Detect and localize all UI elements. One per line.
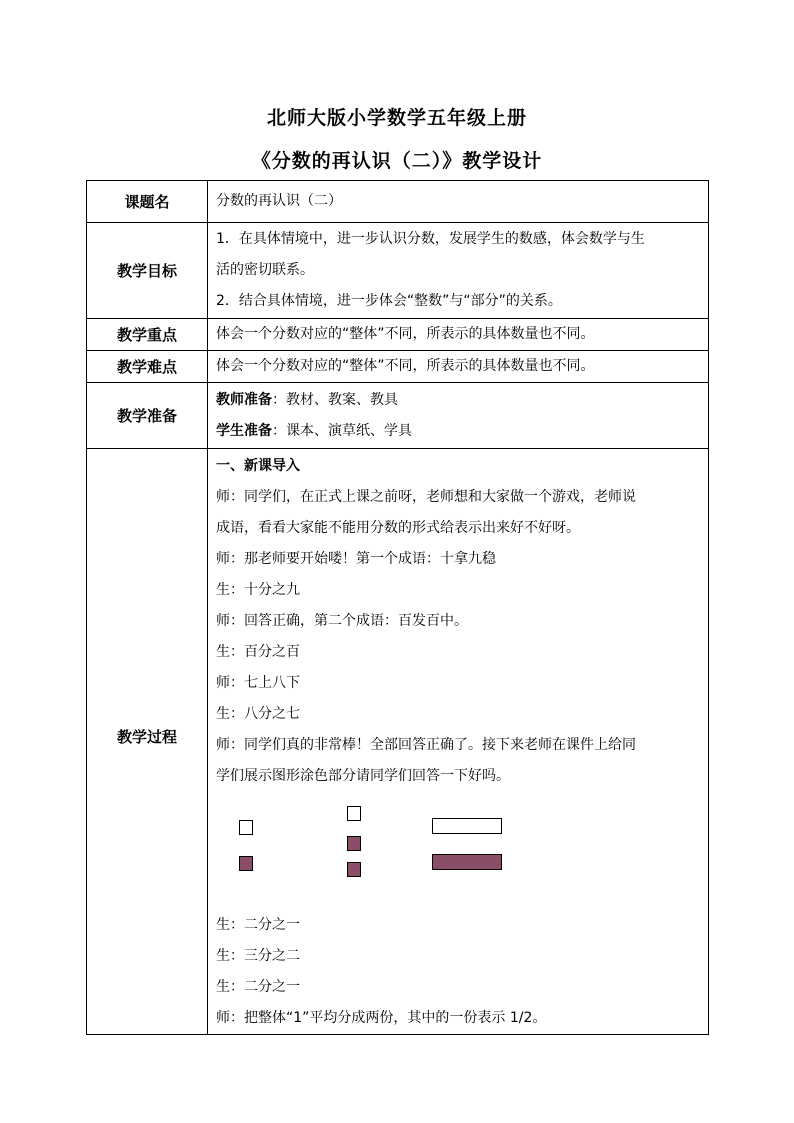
row-difficulties	[87, 351, 709, 383]
goals-line: 活的密切联系。	[216, 262, 314, 278]
goals-value	[208, 223, 709, 319]
row-preparation	[87, 383, 709, 449]
shaded-rectangle	[432, 854, 502, 870]
unshaded-rectangle	[432, 818, 502, 834]
document-title-line2: 《分数的再认识（二）》教学设计	[251, 150, 543, 172]
row-goals	[87, 223, 709, 319]
preparation-value	[208, 383, 709, 449]
goals-line: 1．在具体情境中，进一步认识分数，发展学生的数感，体会数学与生	[216, 231, 645, 247]
process-line: 师：那老师要开始喽！第一个成语：十拿九稳	[216, 551, 496, 567]
process-line: 师：把整体“1”平均分成两份，其中的一份表示 1/2。	[216, 1010, 547, 1026]
process-line: 师：同学们真的非常棒！全部回答正确了。接下来老师在课件上给同	[216, 737, 636, 753]
row-process	[87, 449, 709, 1035]
process-line: 生：十分之九	[216, 582, 300, 598]
preparation-label: 教学准备	[87, 383, 208, 449]
process-line: 师：七上八下	[216, 675, 300, 691]
goals-line: 2．结合具体情境，进一步体会“整数”与“部分”的关系。	[216, 293, 562, 309]
teacher-preparation-label: 教师准备	[216, 391, 272, 408]
process-line: 师：回答正确，第二个成语：百发百中。	[216, 613, 468, 629]
process-line: 师：同学们，在正式上课之前呀，老师想和大家做一个游戏，老师说	[216, 489, 636, 505]
goals-label: 教学目标	[87, 223, 208, 319]
process-section-title: 一、新课导入	[216, 458, 300, 474]
teacher-preparation-text: ：教材、教案、教具	[272, 391, 398, 408]
student-preparation	[216, 416, 702, 447]
document-title-line1: 北师大版小学数学五年级上册	[266, 107, 527, 129]
difficulties-label: 教学难点	[87, 351, 208, 383]
process-line: 生：二分之一	[216, 917, 300, 933]
fraction-shading-figures	[216, 792, 702, 910]
topic-text: 分数的再认识（二）	[216, 193, 342, 209]
shaded-square	[239, 856, 253, 871]
unshaded-square	[347, 806, 361, 821]
row-key-points	[87, 319, 709, 351]
lesson-plan-table	[86, 180, 709, 1035]
key-points-value	[208, 319, 709, 351]
process-value	[208, 449, 709, 1035]
key-points-label: 教学重点	[87, 319, 208, 351]
topic-label: 课题名	[87, 181, 208, 223]
row-topic	[87, 181, 709, 223]
process-line: 生：二分之一	[216, 979, 300, 995]
shaded-square	[347, 862, 361, 877]
topic-value	[208, 181, 709, 223]
process-label: 教学过程	[87, 449, 208, 1035]
difficulties-value	[208, 351, 709, 383]
process-line: 生：百分之百	[216, 644, 300, 660]
process-line: 学们展示图形涂色部分请同学们回答一下好吗。	[216, 768, 510, 784]
process-line: 生：八分之七	[216, 706, 300, 722]
student-preparation-text: ：课本、演草纸、学具	[272, 422, 412, 439]
teacher-preparation	[216, 385, 702, 416]
process-line: 生：三分之二	[216, 948, 300, 964]
key-points-text: 体会一个分数对应的“整体”不同，所表示的具体数量也不同。	[216, 326, 595, 342]
shaded-square	[347, 836, 361, 851]
process-line: 成语，看看大家能不能用分数的形式给表示出来好不好呀。	[216, 520, 580, 536]
difficulties-text: 体会一个分数对应的“整体”不同，所表示的具体数量也不同。	[216, 358, 595, 374]
student-preparation-label: 学生准备	[216, 422, 272, 439]
unshaded-square	[239, 820, 253, 835]
